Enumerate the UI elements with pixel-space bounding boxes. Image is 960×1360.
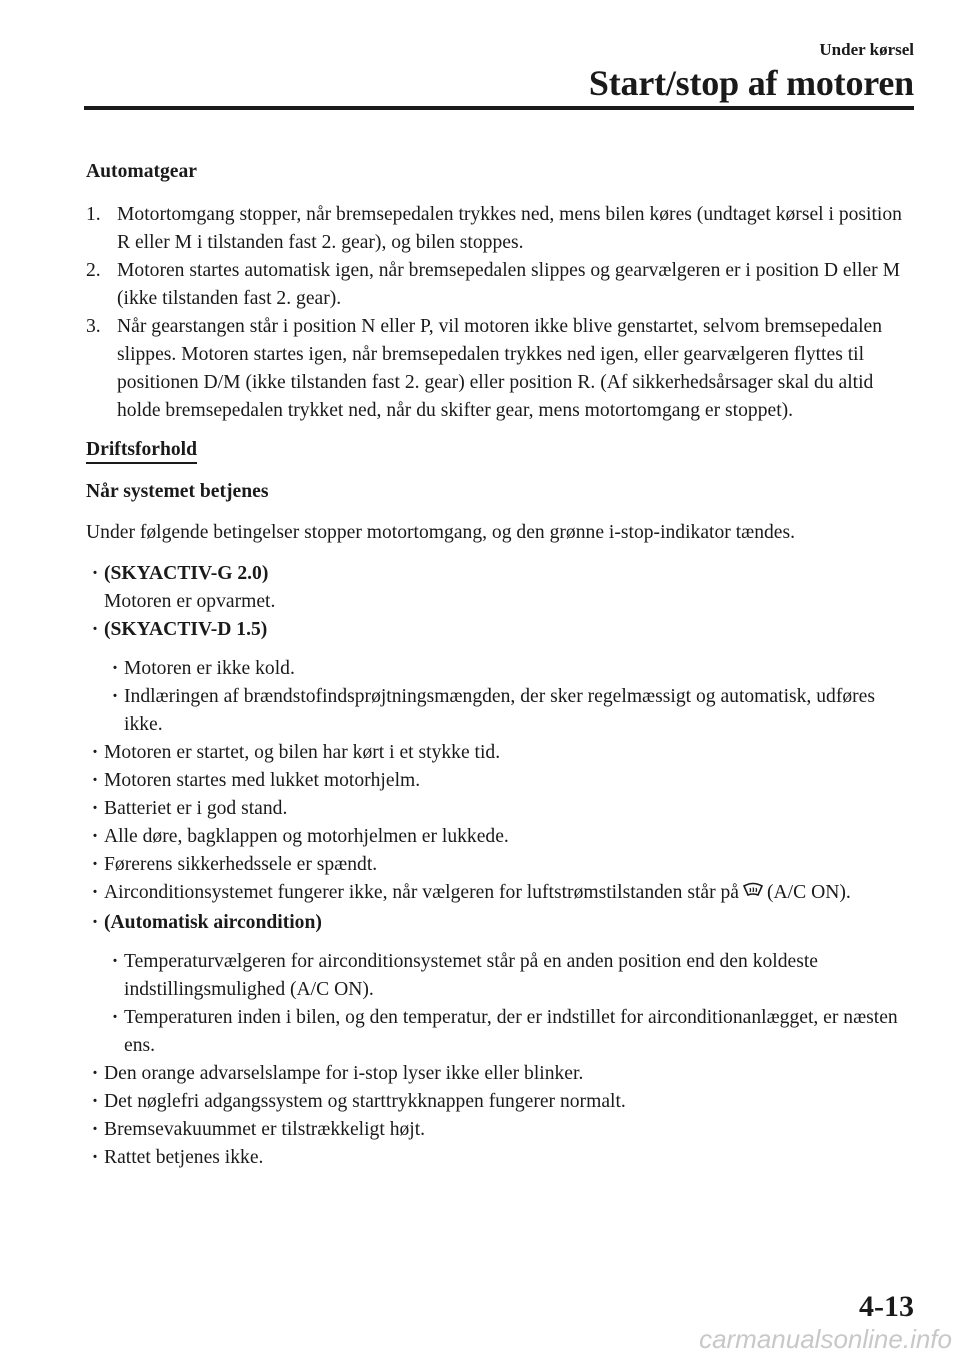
list-item-text: Motoren er ikke kold. <box>124 658 295 679</box>
engine-label-d15: (SKYACTIV-D 1.5) <box>104 619 268 640</box>
list-item <box>86 616 914 644</box>
list-item <box>86 948 914 1004</box>
bullet: · <box>111 686 119 707</box>
list-item-text: Alle døre, bagklappen og motorhjelmen er lukkede. <box>104 826 509 847</box>
list-item <box>86 655 914 683</box>
list-item <box>86 739 914 767</box>
page-content <box>86 158 914 1172</box>
step-text: Motortomgang stopper, når bremsepedalen trykkes ned, mens bilen køres (undtaget kørsel i position R eller M i tilstanden fast 2. gear), og bilen stoppes. <box>117 204 902 253</box>
list-item <box>86 1060 914 1088</box>
bullet: · <box>91 1119 99 1140</box>
page-number: 4-13 <box>859 1290 914 1323</box>
windshield-defroster-icon <box>742 880 764 909</box>
list-item <box>86 1144 914 1172</box>
bullet: · <box>91 826 99 847</box>
automatic-steps <box>86 201 914 425</box>
auto-ac-label: (Automatisk aircondition) <box>104 912 322 933</box>
bullet: · <box>91 854 99 875</box>
page-title: Start/stop af motoren <box>588 63 914 103</box>
list-item <box>86 201 914 257</box>
engine-label-g20: (SKYACTIV-G 2.0) <box>104 563 269 584</box>
list-item-text: Batteriet er i god stand. <box>104 798 288 819</box>
step-text: Motoren startes automatisk igen, når bremsepedalen slippes og gearvælgeren er i position D eller M (ikke tilstanden fast 2. gear). <box>117 260 900 309</box>
engine-g20-text: Motoren er opvarmet. <box>104 591 276 612</box>
bullet: · <box>91 798 99 819</box>
step-number: 3. <box>86 316 101 337</box>
list-item <box>86 823 914 851</box>
page-header <box>84 40 914 104</box>
list-item <box>86 767 914 795</box>
list-item-text: Indlæringen af brændstofindsprøjtningsmængden, der sker regelmæssigt og automatisk, udføres ikke. <box>124 686 875 735</box>
step-number: 1. <box>86 204 101 225</box>
bullet: · <box>91 1147 99 1168</box>
list-item <box>86 560 914 588</box>
list-item <box>86 851 914 879</box>
list-item <box>86 1116 914 1144</box>
conditions-list <box>86 560 914 1172</box>
list-item-text: Motoren startes med lukket motorhjelm. <box>104 770 421 791</box>
list-item <box>86 879 914 909</box>
list-item <box>86 795 914 823</box>
list-item-text: Motoren er startet, og bilen har kørt i et stykke tid. <box>104 742 501 763</box>
list-item <box>86 257 914 313</box>
watermark: carmanualsonline.info <box>699 1324 952 1354</box>
bullet: · <box>91 912 99 933</box>
bullet: · <box>91 1091 99 1112</box>
bullet: · <box>111 658 119 679</box>
step-number: 2. <box>86 260 101 281</box>
conditions-heading: Driftsforhold <box>86 438 197 464</box>
bullet: · <box>111 951 119 972</box>
bullet: · <box>91 770 99 791</box>
step-text: Når gearstangen står i position N eller P, vil motoren ikke blive genstartet, selvom bremsepedalen slippes. Motoren startes igen, når bremsepedalen trykkes ned igen, eller gearvælgeren flyttes til positionen D/M (ikke tilstanden fast 2. gear) eller position R. (Af sikkerhedsårsager skal du altid holde bremsepedalen trykket ned, når du skifter gear, mens motortomgang er stoppet). <box>117 316 883 421</box>
list-item <box>86 909 914 937</box>
automatic-heading: Automatgear <box>86 161 197 182</box>
list-item-text: Førerens sikkerhedssele er spændt. <box>104 854 378 875</box>
list-item-text: Den orange advarselslampe for i-stop lyser ikke eller blinker. <box>104 1063 584 1084</box>
ac-text-before: Airconditionsystemet fungerer ikke, når vælgeren for luftstrømstilstanden står på <box>104 882 739 903</box>
bullet: · <box>91 563 99 584</box>
bullet: · <box>91 1063 99 1084</box>
bullet: · <box>111 1007 119 1028</box>
list-item <box>86 1004 914 1060</box>
list-item-text: Temperaturen inden i bilen, og den temperatur, der er indstillet for airconditionanlægget, er næsten ens. <box>124 1007 898 1056</box>
list-item-text: Temperaturvælgeren for airconditionsystemet står på en anden position end den koldeste indstillingsmulighed (A/C ON). <box>124 951 818 1000</box>
list-item-text: Bremsevakuummet er tilstrækkeligt højt. <box>104 1119 426 1140</box>
header-rule <box>84 106 914 110</box>
conditions-intro: Under følgende betingelser stopper motortomgang, og den grønne i-stop-indikator tændes. <box>86 522 796 543</box>
ac-text-after: (A/C ON). <box>767 882 851 903</box>
list-item <box>86 313 914 425</box>
list-item-text <box>104 879 914 909</box>
bullet: · <box>91 742 99 763</box>
when-operated-heading: Når systemet betjenes <box>86 481 269 502</box>
bullet: · <box>91 882 99 903</box>
list-item-text: Det nøglefri adgangssystem og starttrykknappen fungerer normalt. <box>104 1091 626 1112</box>
section-label: Under kørsel <box>819 40 914 59</box>
list-item <box>86 1088 914 1116</box>
bullet: · <box>91 619 99 640</box>
list-item-text: Rattet betjenes ikke. <box>104 1147 264 1168</box>
list-item <box>86 683 914 739</box>
